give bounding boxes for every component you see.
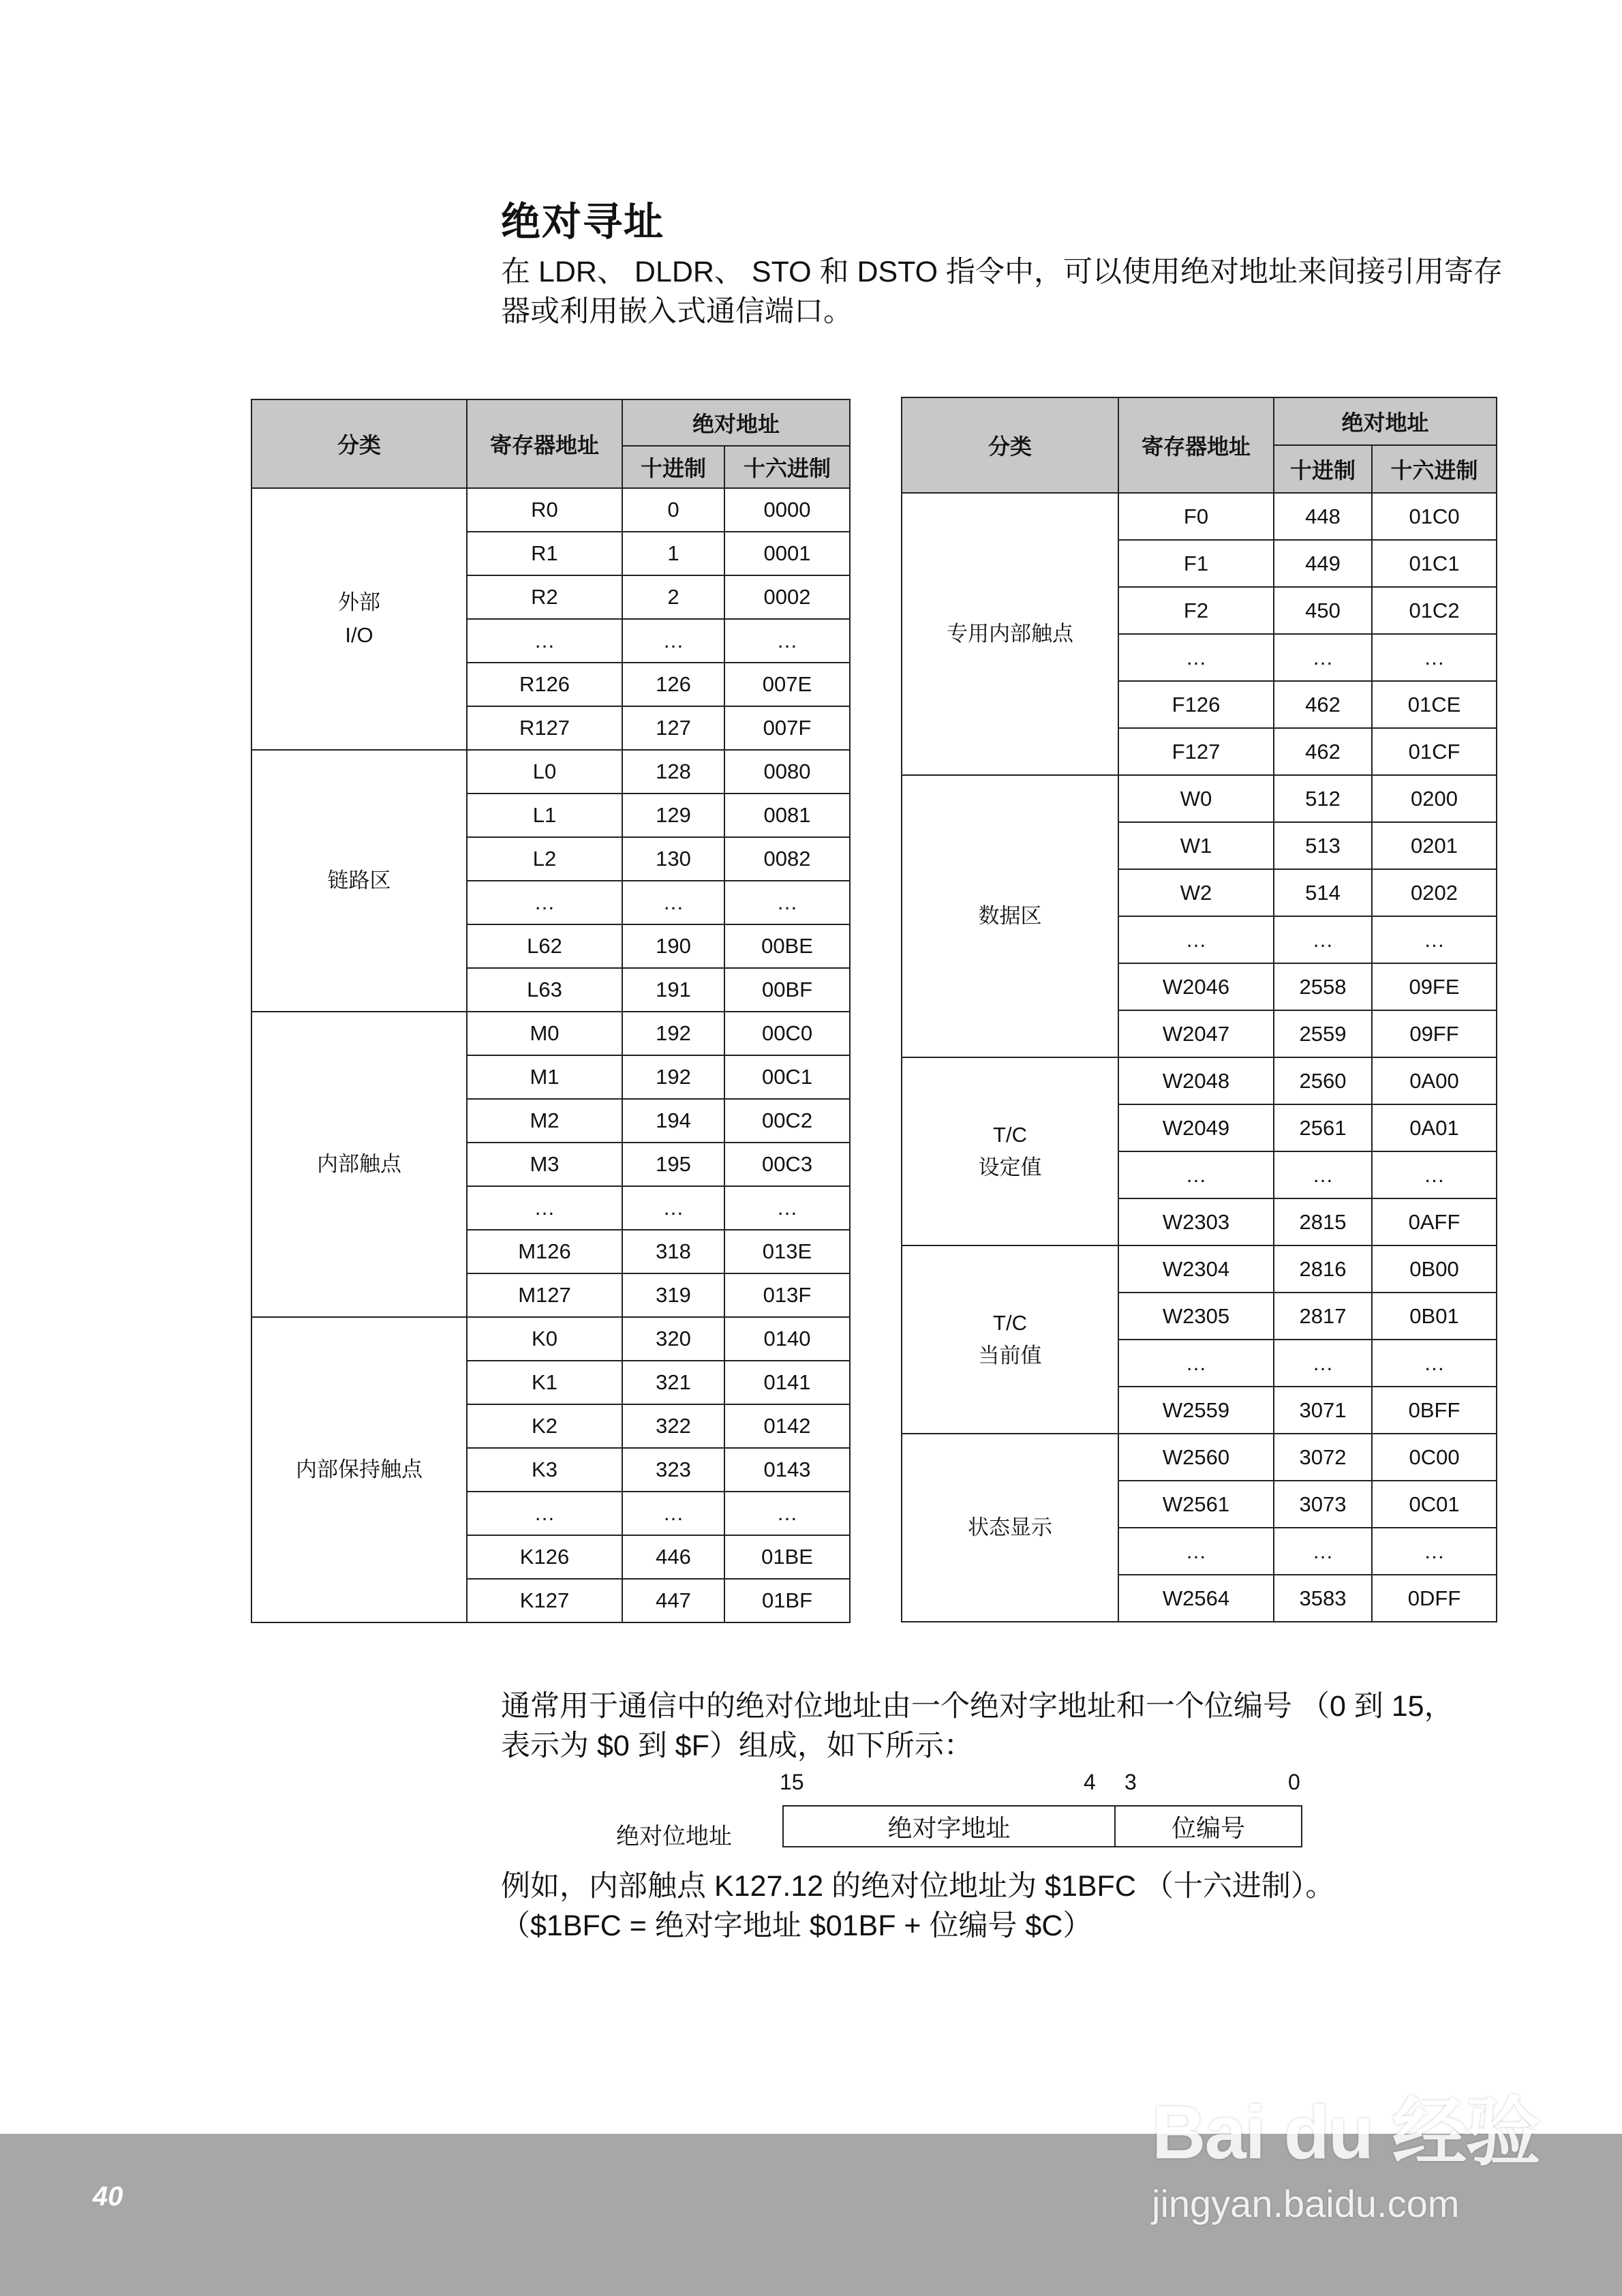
register-address-cell: …	[467, 881, 622, 924]
hex-cell: 0201	[1372, 822, 1497, 869]
register-address-cell: …	[467, 619, 622, 663]
category-label: 数据区	[978, 904, 1042, 928]
category-cell	[251, 488, 467, 750]
bit-address-box	[782, 1805, 1302, 1847]
header-hex: 十六进制	[724, 446, 850, 488]
hex-cell: …	[724, 1186, 850, 1230]
register-address-cell: L63	[467, 968, 622, 1012]
decimal-cell: 321	[622, 1361, 724, 1404]
hex-cell: 013F	[724, 1273, 850, 1317]
decimal-cell: 448	[1274, 493, 1372, 540]
decimal-cell: …	[1274, 916, 1372, 963]
register-address-cell: R2	[467, 575, 622, 619]
hex-cell: 01C0	[1372, 493, 1497, 540]
decimal-cell: 447	[622, 1579, 724, 1622]
register-address-cell: F1	[1118, 540, 1274, 587]
table-row	[902, 1434, 1497, 1481]
decimal-cell: 0	[622, 488, 724, 532]
category-label: 链路区	[327, 868, 391, 892]
hex-cell: 0000	[724, 488, 850, 532]
decimal-cell: 194	[622, 1099, 724, 1143]
hex-cell: 0A01	[1372, 1104, 1497, 1151]
category-cell	[902, 1245, 1118, 1434]
category-cell	[251, 1012, 467, 1317]
decimal-cell: …	[1274, 1340, 1372, 1387]
hex-cell: 0A00	[1372, 1057, 1497, 1104]
register-address-cell: W2048	[1118, 1057, 1274, 1104]
decimal-cell: …	[1274, 1151, 1372, 1198]
register-address-cell: M1	[467, 1055, 622, 1099]
hex-cell: 01CF	[1372, 728, 1497, 775]
decimal-cell: …	[622, 1186, 724, 1230]
register-address-cell: F126	[1118, 681, 1274, 728]
register-address-cell: …	[1118, 1528, 1274, 1575]
category-cell	[902, 1057, 1118, 1245]
register-address-cell: K1	[467, 1361, 622, 1404]
decimal-cell: …	[622, 1492, 724, 1535]
hex-cell: 0002	[724, 575, 850, 619]
hex-cell: …	[1372, 916, 1497, 963]
decimal-cell: 320	[622, 1317, 724, 1361]
register-address-cell: F127	[1118, 728, 1274, 775]
decimal-cell: 450	[1274, 587, 1372, 634]
register-address-cell: …	[1118, 634, 1274, 681]
register-address-cell: R1	[467, 532, 622, 575]
register-address-cell: F2	[1118, 587, 1274, 634]
bit-15-label: 15	[780, 1770, 804, 1794]
hex-cell: 0142	[724, 1404, 850, 1448]
register-address-cell: W2305	[1118, 1293, 1274, 1340]
decimal-cell: 449	[1274, 540, 1372, 587]
hex-cell: 0C01	[1372, 1481, 1497, 1528]
register-address-cell: W2304	[1118, 1245, 1274, 1293]
register-address-cell: …	[1118, 1340, 1274, 1387]
intro-line-1: 在 LDR、 DLDR、 STO 和 DSTO 指令中，可以使用绝对地址来间接引用寄存	[501, 256, 1503, 288]
hex-cell: …	[1372, 1528, 1497, 1575]
bit-4-label: 4	[1084, 1770, 1096, 1794]
register-address-cell: W1	[1118, 822, 1274, 869]
category-label: T/C	[993, 1311, 1027, 1335]
header-category: 分类	[902, 397, 1118, 493]
hex-cell: 01BF	[724, 1579, 850, 1622]
decimal-cell: 319	[622, 1273, 724, 1317]
table-row	[902, 775, 1497, 822]
category-cell	[902, 493, 1118, 775]
register-address-cell: L2	[467, 837, 622, 881]
register-address-cell: R127	[467, 706, 622, 750]
decimal-cell: 318	[622, 1230, 724, 1273]
page-title: 绝对寻址	[501, 200, 665, 244]
hex-cell: 0DFF	[1372, 1575, 1497, 1622]
table-row	[251, 488, 850, 532]
page-number: 40	[93, 2181, 123, 2211]
register-address-cell: W2	[1118, 869, 1274, 916]
decimal-cell: 3072	[1274, 1434, 1372, 1481]
category-label: 专用内部触点	[947, 622, 1073, 646]
decimal-cell: 462	[1274, 681, 1372, 728]
intro-paragraph	[501, 252, 1510, 331]
hex-cell: 00BE	[724, 924, 850, 968]
word-address-segment: 绝对字地址	[784, 1807, 1116, 1846]
bit-number-segment: 位编号	[1171, 1813, 1245, 1842]
category-cell	[251, 750, 467, 1012]
register-address-cell: L1	[467, 794, 622, 837]
para3-line-1: 例如，内部触点 K127.12 的绝对位地址为 $1BFC （十六进制）。	[501, 1870, 1335, 1903]
decimal-cell: 3071	[1274, 1387, 1372, 1434]
para2-line-1: 通常用于通信中的绝对位地址由一个绝对字地址和一个位编号 （0 到 15，	[501, 1690, 1454, 1723]
decimal-cell: 2559	[1274, 1010, 1372, 1057]
hex-cell: 0200	[1372, 775, 1497, 822]
decimal-cell: 2816	[1274, 1245, 1372, 1293]
register-address-cell: W2303	[1118, 1198, 1274, 1245]
decimal-cell: 190	[622, 924, 724, 968]
hex-cell: 0001	[724, 532, 850, 575]
hex-cell: …	[724, 619, 850, 663]
decimal-cell: 462	[1274, 728, 1372, 775]
bit-address-label: 绝对位地址	[616, 1824, 732, 1849]
decimal-cell: 129	[622, 794, 724, 837]
hex-cell: 0C00	[1372, 1434, 1497, 1481]
register-address-cell: R126	[467, 663, 622, 706]
hex-cell: 0143	[724, 1448, 850, 1492]
register-address-cell: M127	[467, 1273, 622, 1317]
register-address-cell: K2	[467, 1404, 622, 1448]
hex-cell: 0080	[724, 750, 850, 794]
decimal-cell: 3073	[1274, 1481, 1372, 1528]
category-label: 当前值	[978, 1344, 1042, 1368]
para3-line-2: （$1BFC = 绝对字地址 $01BF + 位编号 $C）	[501, 1909, 1092, 1942]
register-address-cell: K127	[467, 1579, 622, 1622]
decimal-cell: 2560	[1274, 1057, 1372, 1104]
hex-cell: …	[1372, 634, 1497, 681]
category-cell	[902, 775, 1118, 1057]
category-cell	[902, 1434, 1118, 1622]
register-address-cell: R0	[467, 488, 622, 532]
hex-cell: 00C0	[724, 1012, 850, 1055]
bit-address-paragraph	[501, 1687, 1510, 1766]
example-paragraph	[501, 1867, 1510, 1946]
decimal-cell: 128	[622, 750, 724, 794]
watermark-url: jingyan.baidu.com	[1152, 2182, 1460, 2225]
bit-address-diagram	[600, 1770, 1322, 1852]
hex-cell: …	[724, 881, 850, 924]
category-label: 内部触点	[317, 1152, 401, 1176]
category-cell	[251, 1317, 467, 1622]
hex-cell: 007E	[724, 663, 850, 706]
hex-cell: 00C3	[724, 1143, 850, 1186]
bit-0-label: 0	[1288, 1770, 1300, 1794]
hex-cell: 01CE	[1372, 681, 1497, 728]
category-label: I/O	[345, 623, 373, 647]
register-address-cell: K126	[467, 1535, 622, 1579]
header-register-address: 寄存器地址	[1118, 397, 1274, 493]
register-address-cell: …	[1118, 916, 1274, 963]
bit-3-label: 3	[1124, 1770, 1137, 1794]
decimal-cell: 514	[1274, 869, 1372, 916]
register-address-cell: M126	[467, 1230, 622, 1273]
hex-cell: 0141	[724, 1361, 850, 1404]
header-hex: 十六进制	[1372, 445, 1497, 493]
decimal-cell: 2817	[1274, 1293, 1372, 1340]
hex-cell: 0140	[724, 1317, 850, 1361]
category-label: T/C	[993, 1123, 1027, 1147]
watermark-brand: Bai du 经验	[1152, 2091, 1540, 2175]
register-address-cell: W2049	[1118, 1104, 1274, 1151]
register-address-cell: W2561	[1118, 1481, 1274, 1528]
register-table-right	[901, 397, 1497, 1622]
decimal-cell: …	[622, 619, 724, 663]
register-address-cell: W2564	[1118, 1575, 1274, 1622]
register-address-cell: M3	[467, 1143, 622, 1186]
register-address-cell: W2046	[1118, 963, 1274, 1010]
register-address-cell: L62	[467, 924, 622, 968]
hex-cell: 0B01	[1372, 1293, 1497, 1340]
header-absolute-address: 绝对地址	[622, 399, 850, 446]
decimal-cell: 2558	[1274, 963, 1372, 1010]
hex-cell: 0AFF	[1372, 1198, 1497, 1245]
register-address-cell: M0	[467, 1012, 622, 1055]
decimal-cell: 192	[622, 1012, 724, 1055]
table-row	[902, 493, 1497, 540]
hex-cell: 0202	[1372, 869, 1497, 916]
decimal-cell: 192	[622, 1055, 724, 1099]
hex-cell: …	[1372, 1151, 1497, 1198]
register-address-cell: W2047	[1118, 1010, 1274, 1057]
hex-cell: 00C1	[724, 1055, 850, 1099]
hex-cell: 013E	[724, 1230, 850, 1273]
hex-cell: 09FE	[1372, 963, 1497, 1010]
hex-cell: 0081	[724, 794, 850, 837]
decimal-cell: 2815	[1274, 1198, 1372, 1245]
register-address-cell: K3	[467, 1448, 622, 1492]
register-address-cell: W2559	[1118, 1387, 1274, 1434]
register-address-cell: L0	[467, 750, 622, 794]
baidu-watermark	[1131, 2045, 1554, 2236]
decimal-cell: …	[1274, 634, 1372, 681]
decimal-cell: 322	[622, 1404, 724, 1448]
hex-cell: 007F	[724, 706, 850, 750]
decimal-cell: 1	[622, 532, 724, 575]
decimal-cell: 191	[622, 968, 724, 1012]
header-category: 分类	[251, 399, 467, 488]
register-table-left	[251, 399, 851, 1623]
decimal-cell: 513	[1274, 822, 1372, 869]
decimal-cell: 512	[1274, 775, 1372, 822]
decimal-cell: 323	[622, 1448, 724, 1492]
table-row	[902, 1057, 1497, 1104]
hex-cell: 0BFF	[1372, 1387, 1497, 1434]
table-row	[251, 750, 850, 794]
category-label: 设定值	[978, 1155, 1042, 1179]
register-address-cell: M2	[467, 1099, 622, 1143]
decimal-cell: 130	[622, 837, 724, 881]
hex-cell: 0B00	[1372, 1245, 1497, 1293]
register-address-cell: …	[467, 1492, 622, 1535]
category-label: 状态显示	[968, 1515, 1052, 1539]
register-address-cell: …	[1118, 1151, 1274, 1198]
hex-cell: 00C2	[724, 1099, 850, 1143]
decimal-cell: 127	[622, 706, 724, 750]
hex-cell: 01C2	[1372, 587, 1497, 634]
register-address-cell: …	[467, 1186, 622, 1230]
hex-cell: …	[724, 1492, 850, 1535]
table-row	[902, 1245, 1497, 1293]
decimal-cell: 195	[622, 1143, 724, 1186]
hex-cell: …	[1372, 1340, 1497, 1387]
decimal-cell: 2	[622, 575, 724, 619]
hex-cell: 0082	[724, 837, 850, 881]
decimal-cell: …	[622, 881, 724, 924]
register-address-cell: W0	[1118, 775, 1274, 822]
intro-line-2: 器或利用嵌入式通信端口。	[501, 295, 853, 328]
hex-cell: 01C1	[1372, 540, 1497, 587]
decimal-cell: …	[1274, 1528, 1372, 1575]
register-address-cell: F0	[1118, 493, 1274, 540]
hex-cell: 09FF	[1372, 1010, 1497, 1057]
hex-cell: 00BF	[724, 968, 850, 1012]
category-label: 外部	[338, 590, 380, 614]
header-decimal: 十进制	[1274, 445, 1372, 493]
decimal-cell: 446	[622, 1535, 724, 1579]
decimal-cell: 3583	[1274, 1575, 1372, 1622]
para2-line-2: 表示为 $0 到 $F）组成，如下所示：	[501, 1729, 973, 1762]
category-label: 内部保持触点	[296, 1457, 423, 1481]
decimal-cell: 2561	[1274, 1104, 1372, 1151]
header-register-address: 寄存器地址	[467, 399, 622, 488]
header-decimal: 十进制	[622, 446, 724, 488]
table-row	[251, 1317, 850, 1361]
hex-cell: 01BE	[724, 1535, 850, 1579]
table-row	[251, 1012, 850, 1055]
register-address-cell: W2560	[1118, 1434, 1274, 1481]
header-absolute-address: 绝对地址	[1274, 397, 1497, 445]
register-address-cell: K0	[467, 1317, 622, 1361]
decimal-cell: 126	[622, 663, 724, 706]
